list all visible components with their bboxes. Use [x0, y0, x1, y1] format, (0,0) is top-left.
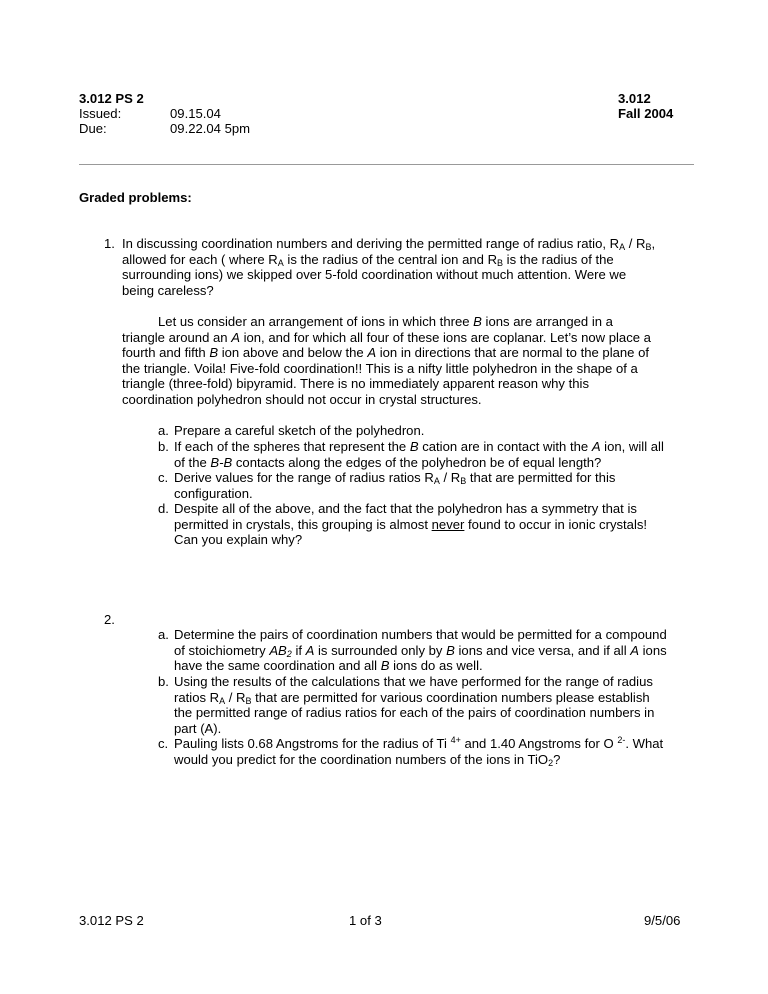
footer-doc-title: 3.012 PS 2	[79, 913, 144, 928]
term: Fall 2004	[618, 106, 674, 121]
problem2-part-a-label: a.	[158, 627, 169, 642]
header-divider	[79, 164, 694, 165]
problem1-part-c-label: c.	[158, 470, 169, 485]
problem1-number: 1.	[104, 236, 115, 251]
problem1-part-b: If each of the spheres that represent the B cation are in contact with the A ion, will all of the B-B contacts along the edges of the polyhedron be of equal length?	[174, 439, 664, 470]
issued-date: 09.15.04	[170, 106, 221, 121]
due-label: Due:	[79, 121, 107, 136]
problem2-part-c-label: c.	[158, 736, 169, 751]
problem1-part-b-label: b.	[158, 439, 169, 454]
problem1-intro: In discussing coordination numbers and deriving the permitted range of radius ratio, $R_A / R_B$, allowed for each ( where $R_A$ is the radius of the central ion and $R_B$ is the radius of the surrounding ions) we skipped over 5-fold coordination without much attention. Were we being careless?	[122, 236, 656, 298]
problem1-part-a: Prepare a careful sketch of the polyhedron.	[174, 423, 425, 438]
problem2-part-c: Pauling lists 0.68 Angstroms for the radius of Ti $^{4+}$ and 1.40 Angstroms for O $^{2-}$. What would you predict for the coordination numbers of the ions in TiO$_2$?	[174, 735, 664, 768]
problem1-part-d: Despite all of the above, and the fact that the polyhedron has a symmetry that is permitted in crystals, this grouping is almost never found to occur in ionic crystals! Can you explain why?	[174, 501, 648, 548]
ps-title: 3.012 PS 2	[79, 91, 144, 106]
course-number: 3.012	[618, 91, 651, 106]
problem1-body: Let us consider an arrangement of ions in which three B ions are arranged in a triangle around an A ion, and for which all four of these ions are coplanar. Let’s now place a fourth and fifth B ion above and below the A ion in directions that are normal to the plane of the triangle. Voila! Five-fold coordination!! This is a nifty little polyhedron in the shape of a triangle (three-fold) bipyramid. There is no immediately apparent reason why this coordination polyhedron should not occur in crystal structures.	[122, 314, 651, 407]
due-date: 09.22.04 5pm	[170, 121, 251, 136]
problem2-part-b: Using the results of the calculations that we have performed for the range of radius ratios $R_A / R_B$ that are permitted for various coordination numbers please establish the permitted range of radius ratios for each of the pairs of coordination numbers in part (A).	[174, 674, 655, 736]
issued-label: Issued:	[79, 106, 122, 121]
problem2-number: 2.	[104, 612, 115, 627]
section-heading: Graded problems:	[79, 190, 192, 205]
problem1-part-a-label: a.	[158, 423, 169, 438]
problem1-part-d-label: d.	[158, 501, 169, 516]
footer-date: 9/5/06	[644, 913, 681, 928]
problem2-part-a: Determine the pairs of coordination numbers that would be permitted for a compound of stoichiometry $AB_2$ if A is surrounded only by B ions and vice versa, and if all A ions have the same coordination and all B ions do as well.	[174, 627, 667, 674]
problem1-part-c: Derive values for the range of radius ratios $R_A / R_B$ that are permitted for this configuration.	[174, 470, 616, 501]
problem2-part-b-label: b.	[158, 674, 169, 689]
page-number: 1 of 3	[349, 913, 382, 928]
